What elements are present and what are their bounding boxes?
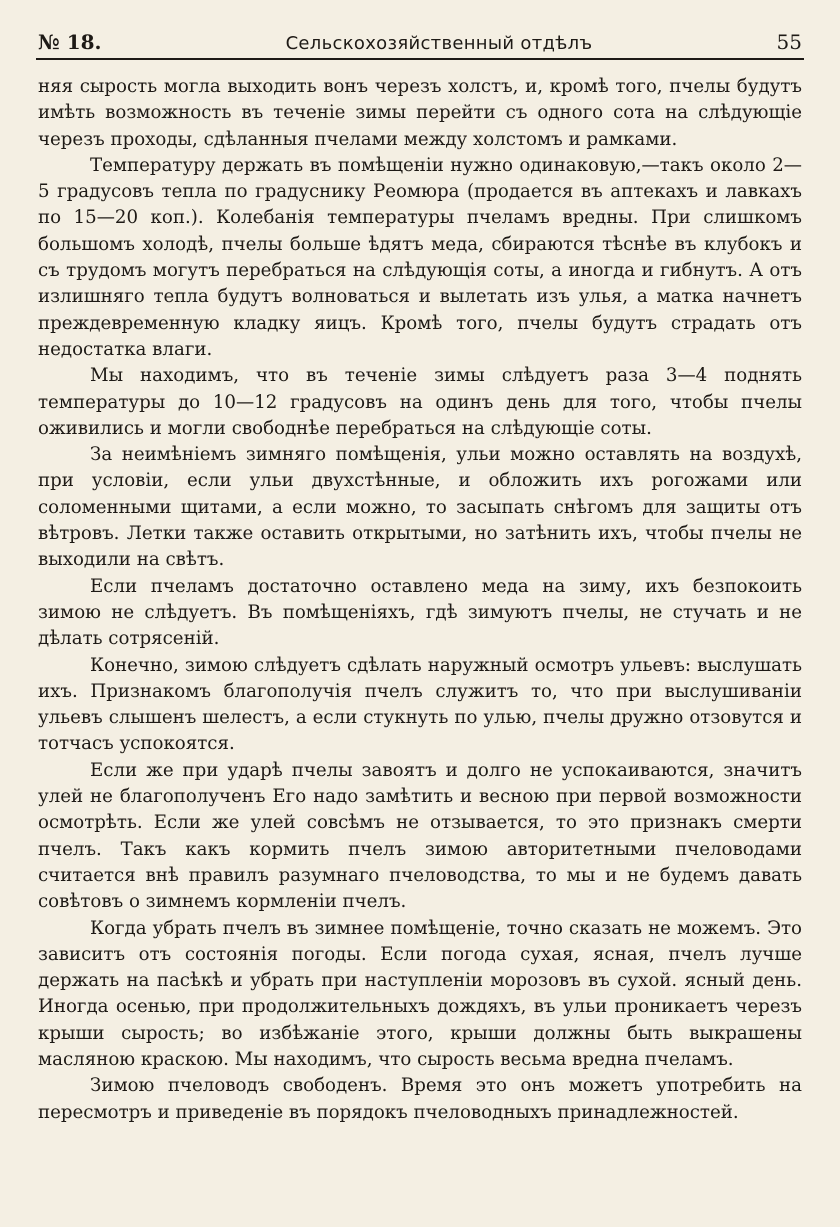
- paragraph: Температуру держать въ помѣщеніи нужно одинаковую,—такъ около 2—5 градусовъ тепла по градуснику Реомюра (продается въ аптекахъ и лавкахъ по 15—20 коп.). Колебанія температуры пчеламъ вредны. При слишкомъ большомъ холодѣ, пчелы больше ѣдятъ меда, сбираются тѣснѣе въ клубокъ и съ трудомъ могутъ перебраться на слѣдующія соты, а иногда и гибнутъ. А отъ излишняго тепла будутъ волноваться и вылетать изъ улья, а матка начнетъ преждевременную кладку яицъ. Кромѣ того, пчелы будутъ страдать отъ недостатка влаги.: [38, 154, 802, 360]
- issue-number: № 18.: [38, 30, 102, 54]
- paragraph: Мы находимъ, что въ теченіе зимы слѣдуетъ раза 3—4 поднять температуры до 10—12 градусовъ на одинъ день для того, чтобы пчелы оживились и могли свободнѣе перебраться на слѣдующіе соты.: [38, 365, 802, 439]
- paragraph: Если пчеламъ достаточно оставлено меда на зиму, ихъ безпокоить зимою не слѣдуетъ. Въ помѣщеніяхъ, гдѣ зимуютъ пчелы, не стучать и не дѣлать сотрясеній.: [38, 575, 802, 650]
- paragraph: Конечно, зимою слѣдуетъ сдѣлать наружный осмотръ ульевъ: выслушать ихъ. Признакомъ благополучія пчелъ служитъ то, что при выслушиваніи ульевъ слышенъ шелестъ, а если стукнуть по улью, пчелы дружно отзовутся и тотчасъ успокоятся.: [38, 654, 802, 755]
- page-number: 55: [776, 30, 802, 54]
- paragraph: няя сырость могла выходить вонъ черезъ холстъ, и, кромѣ того, пчелы будутъ имѣть возможность въ теченіе зимы перейти съ одного сота на слѣдующіе черезъ проходы, сдѣланныя пчелами между холстомъ и рамками.: [38, 76, 802, 150]
- running-header: [38, 22, 802, 54]
- section-title: Сельскохозяйственный отдѣлъ: [285, 33, 593, 54]
- paragraph: Когда убрать пчелъ въ зимнее помѣщеніе, точно сказать не можемъ. Это зависитъ отъ состоянія погоды. Если погода сухая, ясная, пчелъ лучше держать на пасѣкѣ и убрать при наступленіи морозовъ въ сухой. ясный день. Иногда осенью, при продолжительныхъ дождяхъ, въ ульи проникаетъ черезъ крыши сырость; во избѣжаніе этого, крыши должны быть выкрашены масляною краскою. Мы находимъ, что сырость весьма вредна пчеламъ.: [38, 917, 802, 1070]
- body-text: [38, 74, 802, 1126]
- paragraph: За неимѣніемъ зимняго помѣщенія, ульи можно оставлять на воздухѣ, при условіи, если ульи двухстѣнные, и обложить ихъ рогожами или соломенными щитами, а если можно, то засыпать снѣгомъ для защиты отъ вѣтровъ. Летки также оставить открытыми, но затѣнить ихъ, чтобы пчелы не выходили на свѣтъ.: [38, 444, 802, 571]
- header-rule: [36, 58, 804, 60]
- paragraph: Если же при ударѣ пчелы завоятъ и долго не успокаиваются, значитъ улей не благополученъ Его надо замѣтить и весною при первой возможности осмотрѣть. Если же улей совсѣмъ не отзывается, то это признакъ смерти пчелъ. Такъ какъ кормить пчелъ зимою авторитетными пчеловодами считается внѣ правилъ разумнаго пчеловодства, то мы и не будемъ давать совѣтовъ о зимнемъ кормленіи пчелъ.: [38, 759, 802, 913]
- paragraph: Зимою пчеловодъ свободенъ. Время это онъ можетъ употребить на пересмотръ и приведеніе въ порядокъ пчеловодныхъ принадлежностей.: [38, 1075, 802, 1123]
